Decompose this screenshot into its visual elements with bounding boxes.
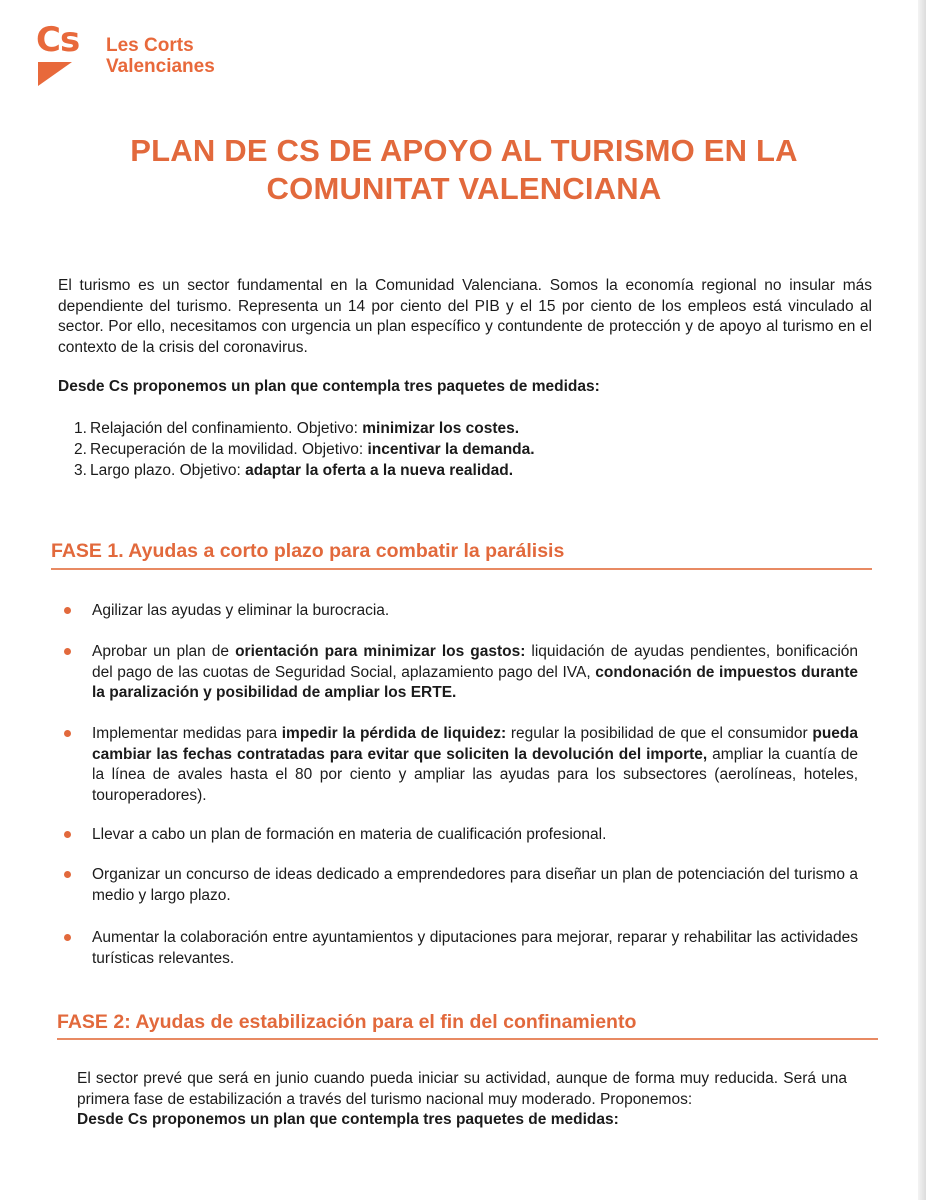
bullet-icon [64,607,71,614]
measure-number: 1. [74,420,87,437]
intro-paragraph: El turismo es un sector fundamental en la Comunidad Valenciana. Somos la economía regional no insular más dependiente del turismo. Representa un 14 por ciento del PIB y el 15 por ciento de los empleos está vinculado al sector. Por ello, necesitamos con urgencia un plan específico y contundente de protección y de apoyo al turismo en el contexto de la crisis del coronavirus. [58,277,872,356]
measure-number: 2. [74,441,87,458]
logo-triangle-icon [38,62,72,86]
bullet-icon [64,934,71,941]
measure-item [74,418,535,439]
item-bold: orientación para minimizar los gastos: [235,643,526,660]
item-text: liquidación de ayudas pendientes, bonificación del pago de las cuotas de Seguridad Social, aplazamiento pago del IVA, [92,643,859,681]
measure-objective: incentivar la demanda. [367,441,535,458]
cs-logo-mark: Cs [36,20,80,60]
page-edge [918,0,926,1200]
logo-name [106,35,215,77]
bullet-icon [64,730,71,737]
measure-item [74,439,535,460]
item-text: Agilizar las ayudas y eliminar la burocracia. [92,602,390,619]
item-text: regular la posibilidad de que el consumidor [506,725,813,742]
phase2-heading: FASE 2: Ayudas de estabilización para el fin del confinamiento [57,1011,637,1033]
bullet-icon [64,648,71,655]
bullet-icon [64,831,71,838]
logo-name-line1: Les Corts [106,35,194,56]
measure-objective: minimizar los costes. [362,420,520,437]
item-text: Aprobar un plan de [92,643,236,660]
phase2-divider [57,1038,878,1040]
phase1-heading: FASE 1. Ayudas a corto plazo para combatir la parálisis [51,540,565,562]
phase2-lead: Desde Cs proponemos un plan que contempla tres paquetes de medidas: [77,1111,619,1128]
measures-list [74,418,535,481]
item-bold: impedir la pérdida de liquidez: [281,725,507,742]
measure-text: Relajación del confinamiento. Objetivo: [90,420,363,437]
item-bold: condonación de impuestos durante la paralización y posibilidad de ampliar los ERTE. [92,663,858,701]
item-text: ampliar la cuantía de la línea de avales hasta el 80 por ciento y ampliar las ayudas para los subsectores (aerolíneas, hoteles, touroperadores). [92,745,859,804]
phase1-item [92,865,858,906]
title-line2: COMUNITAT VALENCIANA [266,171,662,206]
measure-number: 3. [74,462,87,479]
phase1-item [92,724,858,806]
phase1-item [92,825,858,846]
item-text: Implementar medidas para [92,725,282,742]
item-text: Llevar a cabo un plan de formación en materia de cualificación profesional. [92,826,607,843]
phase1-item [92,928,858,969]
item-text: Aumentar la colaboración entre ayuntamientos y diputaciones para mejorar, reparar y rehabilitar las actividades turísticas relevantes. [92,929,858,967]
phase2-text: El sector prevé que será en junio cuando pueda iniciar su actividad, aunque de forma muy reducida. Será una primera fase de estabilización a través del turismo nacional muy moderado. Proponemos: [77,1070,847,1108]
measures-lead: Desde Cs proponemos un plan que contempla tres paquetes de medidas: [58,378,600,395]
phase1-item [92,642,858,704]
bullet-icon [64,871,71,878]
measure-text: Recuperación de la movilidad. Objetivo: [90,441,368,458]
phase1-divider [51,568,872,570]
title-line1: PLAN DE CS DE APOYO AL TURISMO EN LA [130,133,798,168]
measure-objective: adaptar la oferta a la nueva realidad. [245,462,514,479]
measure-item [74,460,535,481]
page-title [60,132,868,208]
phase1-item [92,601,858,622]
logo-name-line2: Valencianes [106,56,215,77]
item-bold: pueda cambiar las fechas contratadas para evitar que soliciten la devolución del importe, [92,725,859,763]
measure-text: Largo plazo. Objetivo: [90,462,246,479]
phase2-paragraph [77,1069,847,1131]
item-text: Organizar un concurso de ideas dedicado a emprendedores para diseñar un plan de potenciación del turismo a medio y largo plazo. [92,866,858,904]
